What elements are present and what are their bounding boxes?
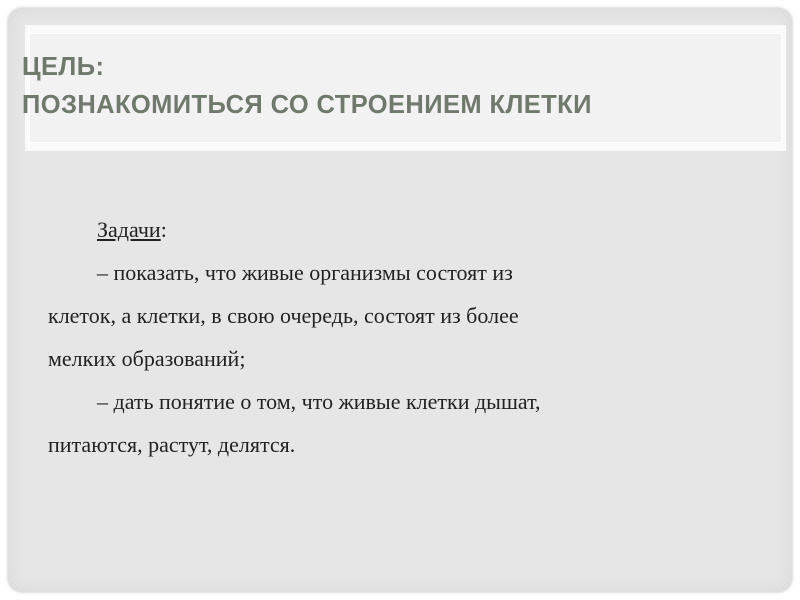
slide xyxy=(8,8,792,592)
task-1-line-2: клеток, а клетки, в свою очередь, состоят из более xyxy=(48,303,519,328)
title-line-subject: ПОЗНАКОМИТЬСЯ СО СТРОЕНИЕМ КЛЕТКИ xyxy=(22,91,592,119)
task-1-line-3: мелких образований; xyxy=(48,346,246,371)
tasks-colon: : xyxy=(160,217,167,242)
tasks-heading xyxy=(48,208,748,251)
tasks-label: Задачи xyxy=(97,217,161,242)
task-2-line-2: питаются, растут, делятся. xyxy=(48,432,296,457)
task-1-line-1: – показать, что живые организмы состоят из xyxy=(97,260,513,285)
title-line-goal: ЦЕЛЬ: xyxy=(22,53,105,81)
slide-title xyxy=(22,48,592,124)
slide-body xyxy=(48,208,748,466)
task-2-line-1: – дать понятие о том, что живые клетки дышат, xyxy=(97,389,541,414)
